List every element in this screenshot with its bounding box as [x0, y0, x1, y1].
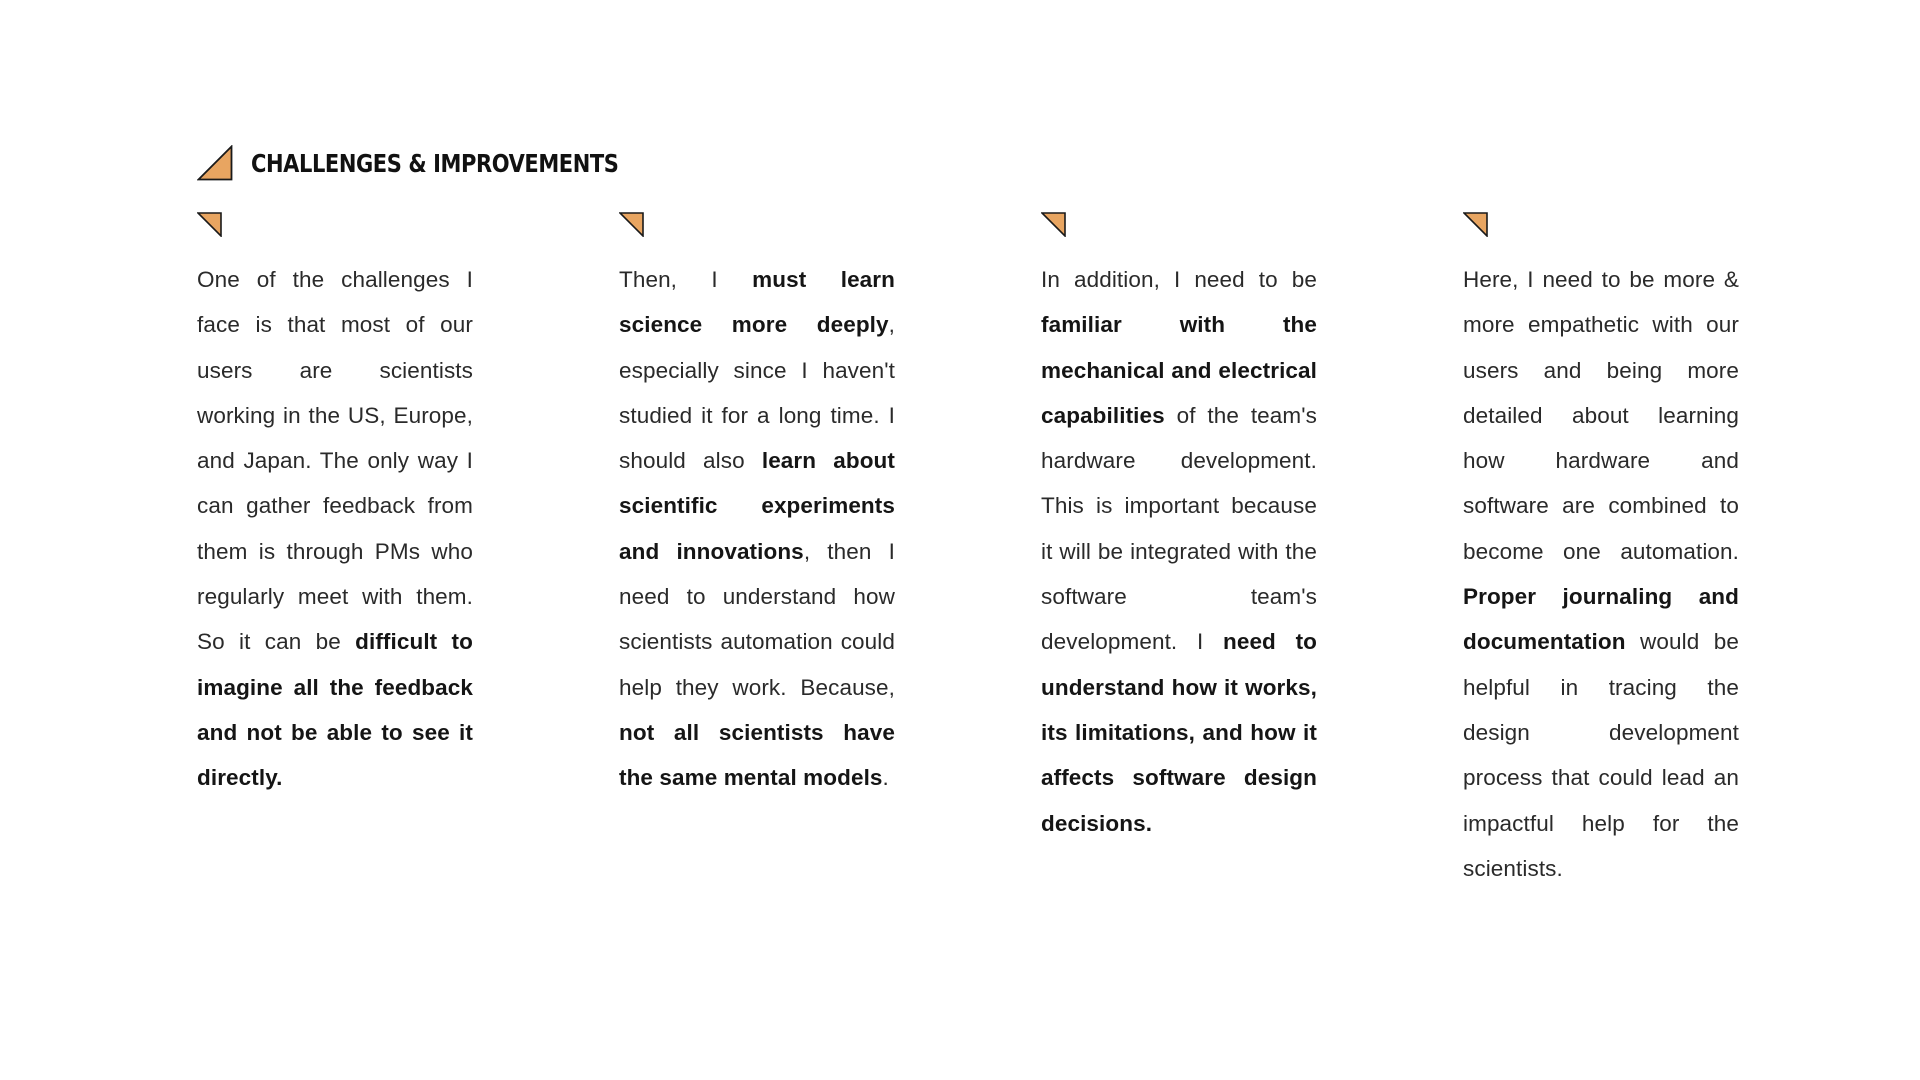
emphasis-text: familiar with the mechanical and electrical capabilities [1041, 312, 1317, 428]
emphasis-text: difficult to imagine all the feedback and not be able to see it directly. [197, 629, 473, 791]
body-text: . [882, 765, 889, 791]
body-text: One of the challenges I face is that most of our users are scientists working in the US, Europe, and Japan. The only way I can gather feedback from them is through PMs who regularly meet with them. So it can be [197, 267, 473, 655]
triangle-icon [619, 212, 644, 237]
body-text: Here, I need to be more & more empathetic with our users and being more detailed about learning how hardware and software are combined to become one automation. [1463, 267, 1739, 564]
column-1 [197, 212, 473, 801]
body-text: , then I need to understand how scientists automation could help they work. Because, [619, 538, 895, 700]
body-text: of the team's hardware development. This is important because it will be integrated with the software team's development. I [1041, 402, 1317, 655]
column-4 [1463, 212, 1739, 891]
body-text: would be helpful in tracing the design development process that could lead an impactful help for the scientists. [1463, 629, 1739, 881]
column-text [619, 257, 895, 801]
column-text [1463, 257, 1739, 891]
emphasis-text: must learn science more deeply [619, 267, 895, 338]
page-title: CHALLENGES & IMPROVEMENTS [251, 148, 619, 178]
emphasis-text: need to understand how it works, its limitations, and how it affects software design decisions. [1041, 629, 1318, 836]
triangle-icon [1041, 212, 1066, 237]
emphasis-text: learn about scientific experiments and innovations [619, 448, 895, 564]
body-text: In addition, I need to be [1041, 267, 1317, 292]
section-header [197, 144, 689, 182]
emphasis-text: Proper journaling and documentation [1463, 584, 1739, 655]
column-3 [1041, 212, 1317, 846]
column-text [197, 257, 473, 801]
body-text: , especially since I haven't studied it for a long time. I should also [619, 312, 895, 474]
emphasis-text: not all scientists have the same mental models [619, 719, 895, 791]
body-text: Then, I [619, 267, 753, 292]
triangle-icon [197, 212, 222, 237]
column-2 [619, 212, 895, 801]
triangle-icon [197, 145, 233, 181]
triangle-icon [1463, 212, 1488, 237]
column-text [1041, 257, 1317, 846]
